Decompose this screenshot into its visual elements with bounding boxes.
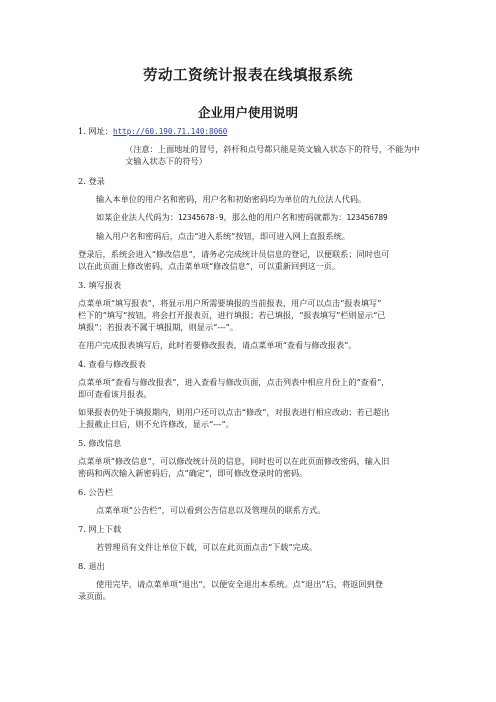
example-code: 12345678-9 xyxy=(177,213,224,223)
paragraph: 栏下的“填写”按钮，将会打开报表页，进行填报；若已填报，“报表填写”栏则显示“已 xyxy=(78,310,386,321)
paragraph: 点菜单项“修改信息”，可以修改统计员的信息，同时也可以在此页面修改密码，输入旧 xyxy=(78,456,390,467)
paragraph: 点菜单项“公告栏”，可以看到公告信息以及管理员的联系方式。 xyxy=(96,505,326,516)
section-download xyxy=(78,523,422,553)
section-fill-report xyxy=(78,279,422,351)
section-heading: 4. 查看与修改报表 xyxy=(78,359,146,370)
paragraph: 密码和两次输入新密码后，点“确定”，即可修改登录时的密码。 xyxy=(78,468,308,479)
paragraph: 若管理员有文件让单位下载，可以在此页面点击“下载”完成。 xyxy=(96,542,318,553)
paragraph: 如某企业法人代码为：12345678-9，那么他的用户名和密码就都为：123456789 xyxy=(96,212,388,223)
section-heading: 6. 公告栏 xyxy=(78,487,113,498)
section-heading: 2. 登录 xyxy=(78,176,105,187)
url-note: （注意：上面地址的冒号，斜杆和点号都只能是英文输入状态下的符号，不能为中文输入状态下的符号） xyxy=(125,144,420,166)
section-heading: 3. 填写报表 xyxy=(78,280,122,291)
document-subtitle: 企业用户使用说明 xyxy=(197,105,298,120)
paragraph: 使用完毕，请点菜单项“退出”，以便安全退出本系统。点“退出”后，将返回到登 xyxy=(96,579,383,590)
section-heading: 8. 退出 xyxy=(78,561,105,572)
paragraph: 上报截止日后，则不允许修改，显示“---”。 xyxy=(78,419,234,430)
paragraph: 登录后，系统会进入“修改信息”，请务必完成统计员信息的登记，以便联系；同时也可 xyxy=(78,249,390,260)
document-body xyxy=(78,125,422,602)
example-password: 123456789 xyxy=(346,213,388,223)
section-heading: 1. 网址： xyxy=(78,126,113,136)
paragraph: 输入用户名和密码后，点击“进入系统”按钮，即可进入网上直报系统。 xyxy=(96,231,350,242)
paragraph: 输入本单位的用户名和密码，用户名和初始密码均为单位的九位法人代码。 xyxy=(96,194,367,205)
section-logout xyxy=(78,560,422,602)
paragraph: 在用户完成报表填写后，此时若要修改报表，请点菜单项“查看与修改报表”。 xyxy=(78,340,357,351)
paragraph: 录页面。 xyxy=(78,591,111,602)
paragraph: 点菜单项“查看与修改报表”，进入查看与修改页面，点击列表中相应月份上的“查看”， xyxy=(78,377,390,388)
section-url xyxy=(78,125,422,167)
section-heading: 5. 修改信息 xyxy=(78,438,122,449)
document-title: 劳动工资统计报表在线填报系统 xyxy=(143,67,353,84)
paragraph: 如果报表仍处于填报期内，则用户还可以点击“修改”，对报表进行相应改动；若已超出 xyxy=(78,407,390,418)
system-url-link[interactable]: http://60.190.71.140:8060 xyxy=(112,127,228,136)
section-bulletin xyxy=(78,486,422,516)
paragraph: 即可查看该月报表。 xyxy=(78,389,152,400)
section-view-edit-report xyxy=(78,358,422,430)
paragraph: 以在此页面上修改密码，点击菜单项“修改信息”，可以重新回到这一页。 xyxy=(78,261,341,272)
paragraph: 点菜单项“填写报表”，将显示用户所需要填报的当前报表，用户可以点击“报表填写” xyxy=(78,298,382,309)
section-heading: 7. 网上下载 xyxy=(78,524,122,535)
paragraph: 填报”；若报表不属于填报期，则显示“---”。 xyxy=(78,322,239,333)
section-login xyxy=(78,175,422,272)
section-modify-info xyxy=(78,437,422,479)
